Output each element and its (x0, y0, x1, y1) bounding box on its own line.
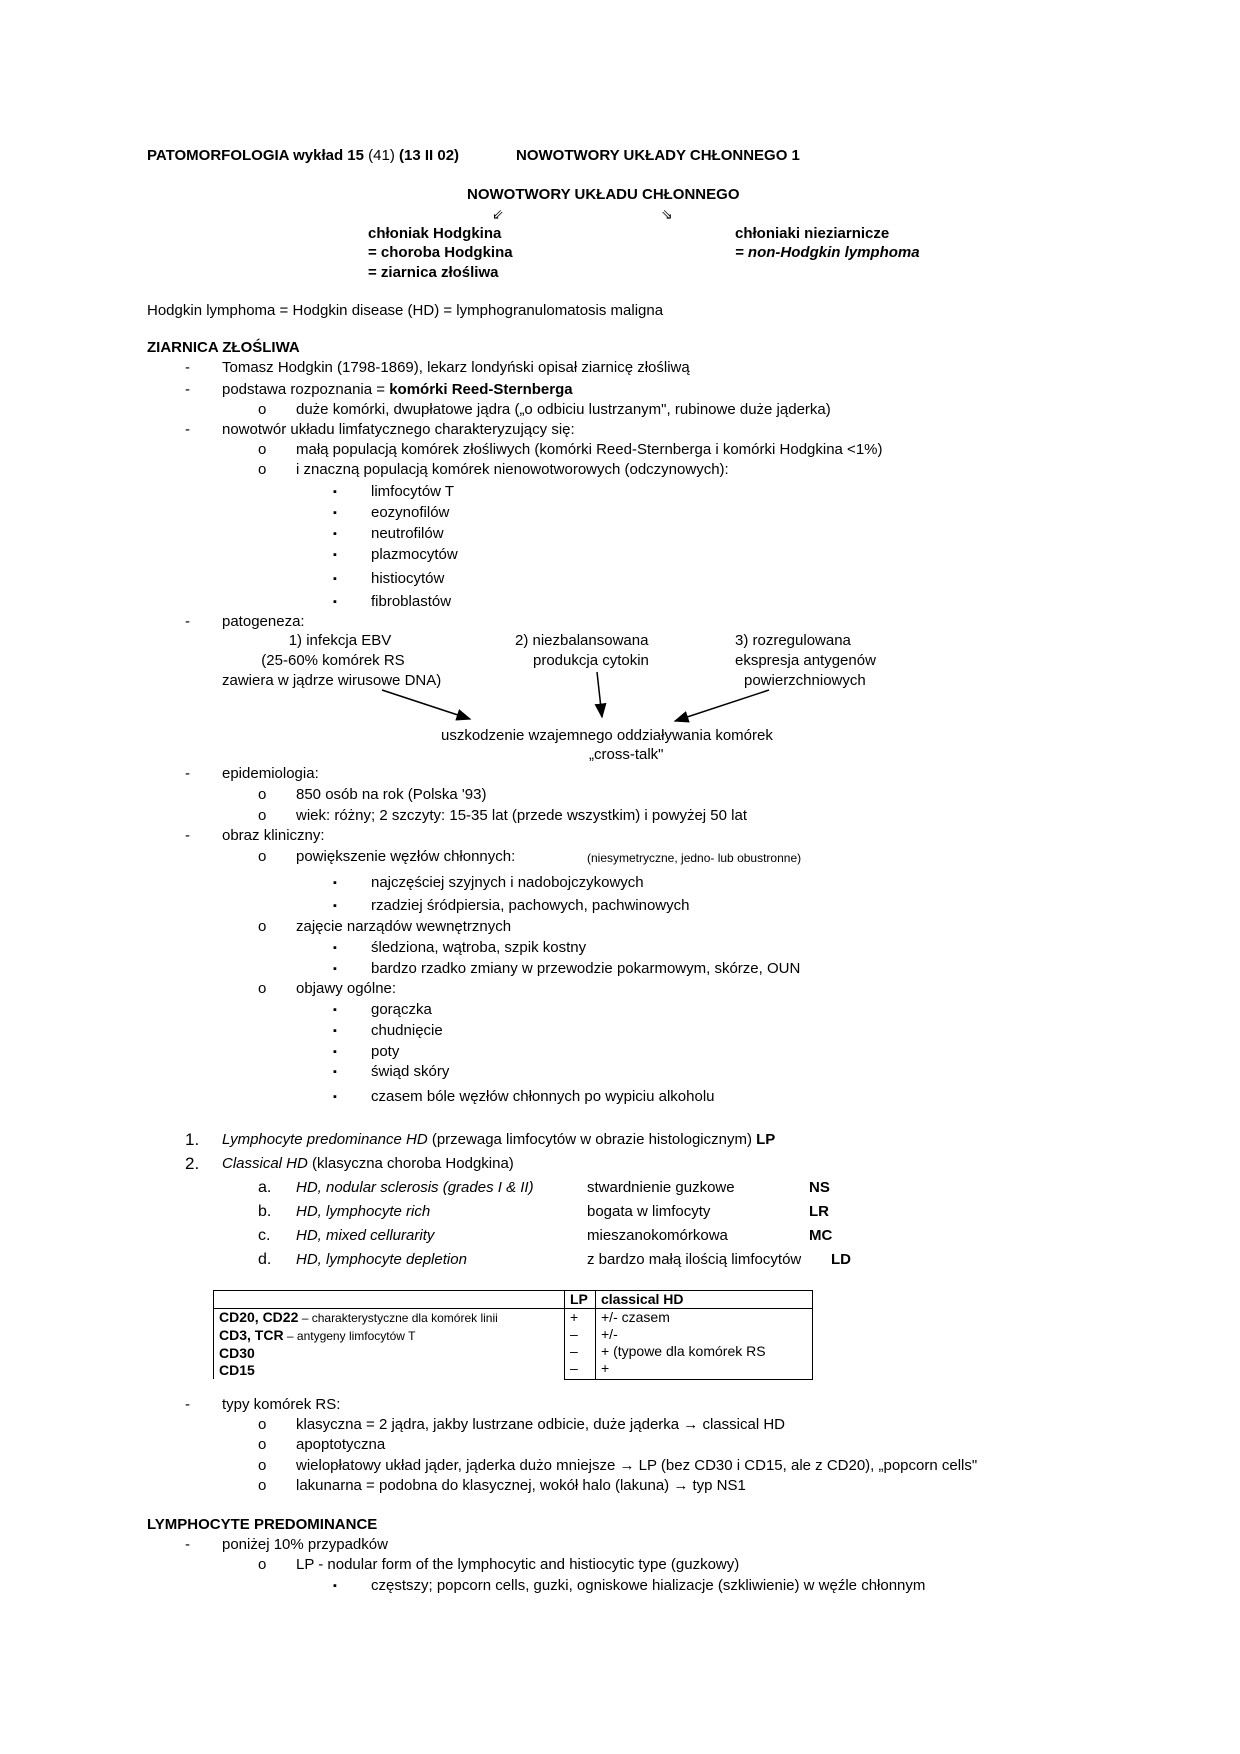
title-number: (41) (363, 147, 399, 164)
marker-name: CD20, CD22 (219, 1309, 299, 1325)
arrow-down-right-icon: ⇘ (661, 206, 673, 222)
clin-item: najczęściej szyjnych i nadobojczykowych (371, 874, 644, 891)
diagram-right-line2: = non-Hodgkin lymphoma (735, 244, 920, 261)
bullet-square: ▪ (333, 942, 337, 954)
subtype-abbr: LD (831, 1251, 851, 1268)
bullet-square: ▪ (333, 1025, 337, 1037)
subtype-abbr: LR (809, 1203, 829, 1220)
rs-type-item: klasyczna = 2 jądra, jakby lustrzane odbicie, duże jąderka → classical HD (296, 1416, 785, 1433)
bullet-circle: o (258, 401, 267, 418)
bullet-square: ▪ (333, 877, 337, 889)
classical-desc: (klasyczna choroba Hodgkina) (307, 1155, 514, 1172)
bullet-dash: - (185, 827, 190, 844)
section-title-ziarnica: ZIARNICA ZŁOŚLIWA (147, 339, 300, 356)
marker-table (213, 1290, 813, 1380)
lp-value: + (570, 1309, 579, 1325)
lp-abbr: LP (756, 1131, 776, 1148)
reed-sternberg-term: komórki Reed-Sternberga (389, 381, 573, 398)
arrow-right-icon (382, 690, 470, 719)
bullet-square: ▪ (333, 963, 337, 975)
cause-1-line: zawiera w jądrze wirusowe DNA) (222, 672, 442, 689)
bullet-dash: - (185, 1396, 190, 1413)
subtype-abbr: NS (809, 1179, 830, 1196)
numbered-marker: 1. (185, 1130, 200, 1149)
bullet-circle: o (258, 1416, 267, 1433)
bullet-square: ▪ (333, 1580, 337, 1592)
arrow-left-icon (675, 690, 769, 721)
clin-item: bardzo rzadko zmiany w przewodzie pokarmowym, skórze, OUN (371, 960, 801, 977)
sub-item: i znaczną populacją komórek nienowotworowych (odczynowych): (296, 461, 729, 478)
marker-name: CD15 (219, 1362, 255, 1378)
cause-1-line: 1) infekcja EBV (288, 632, 392, 649)
lp-detail-item: częstszy; popcorn cells, guzki, ogniskowe hializacje (szkliwienie) w węźle chłonnym (371, 1577, 926, 1594)
lp-value: – (570, 1360, 578, 1376)
subtype-pl: bogata w limfocyty (587, 1203, 711, 1220)
bullet-square: ▪ (333, 528, 337, 540)
subtype-en: HD, nodular sclerosis (grades I & II) (296, 1179, 534, 1196)
cause-2-line: 2) niezbalansowana (515, 632, 649, 649)
title-topic: NOWOTWORY UKŁADY CHŁONNEGO 1 (516, 147, 800, 164)
cause-3-line: 3) rozregulowana (735, 632, 851, 649)
marker-name: CD3, TCR (219, 1327, 284, 1343)
subtype-en: HD, lymphocyte depletion (296, 1251, 467, 1268)
synonyms-line: Hodgkin lymphoma = Hodgkin disease (HD) = lymphogranulomatosis maligna (147, 302, 664, 319)
letter-marker: c. (258, 1227, 271, 1244)
cell-item: fibroblastów (371, 593, 452, 610)
dash-item-2-text: podstawa rozpoznania = (222, 381, 390, 398)
sub-item: objawy ogólne: (296, 980, 397, 997)
cell-item: limfocytów T (371, 483, 455, 500)
bullet-dash: - (185, 613, 190, 630)
bullet-dash: - (185, 421, 190, 438)
title-date: (13 II 02) (399, 147, 460, 164)
section-title-lp: LYMPHOCYTE PREDOMINANCE (147, 1516, 378, 1533)
classical-value: +/- czasem (601, 1309, 670, 1325)
cross-talk-label: „cross-talk" (589, 746, 664, 763)
rs-type-item: lakunarna = podobna do klasycznej, wokół halo (lakuna) → typ NS1 (296, 1477, 746, 1494)
sub-item: zajęcie narządów wewnętrznych (296, 918, 512, 935)
cause-2-line: produkcja cytokin (533, 652, 649, 669)
lp-value: – (570, 1326, 578, 1342)
subtype-en: HD, lymphocyte rich (296, 1203, 431, 1220)
diagram-left-line3: = ziarnica złośliwa (368, 264, 499, 281)
bullet-circle: o (258, 918, 267, 935)
classical-value: +/- (601, 1326, 618, 1342)
arrow-down-icon (597, 672, 602, 717)
bullet-square: ▪ (333, 549, 337, 561)
bullet-circle: o (258, 848, 267, 865)
lp-value: – (570, 1343, 578, 1359)
subtype-pl: stwardnienie guzkowe (587, 1179, 735, 1196)
dash-item-1: Tomasz Hodgkin (1798-1869), lekarz londyński opisał ziarnicę złośliwą (222, 359, 690, 376)
table-cell (214, 1309, 565, 1380)
cause-3-line: ekspresja antygenów (735, 652, 876, 669)
cause-3-line: powierzchniowych (744, 672, 866, 689)
sub-item: duże komórki, dwupłatowe jądra („o odbiciu lustrzanym", rubinowe duże jąderka) (296, 401, 831, 418)
bullet-circle: o (258, 1457, 267, 1474)
diagram-left-line1: chłoniak Hodgkina (368, 225, 502, 242)
bullet-circle: o (258, 441, 267, 458)
subtype-abbr: MC (809, 1227, 833, 1244)
bullet-square: ▪ (333, 1091, 337, 1103)
arrow-down-left-icon: ⇙ (492, 206, 504, 222)
bullet-circle: o (258, 1556, 267, 1573)
dash-item: poniżej 10% przypadków (222, 1536, 388, 1553)
cause-1-line: (25-60% komórek RS (261, 652, 405, 669)
classical-term: Classical HD (222, 1155, 308, 1172)
marker-desc: – antygeny limfocytów T (283, 1329, 416, 1343)
bullet-dash: - (185, 1536, 190, 1553)
lp-term: Lymphocyte predominance HD (222, 1131, 428, 1148)
sub-item: LP - nodular form of the lymphocytic and histiocytic type (guzkowy) (296, 1556, 740, 1573)
diagram-right-line1: chłoniaki nieziarnicze (735, 225, 890, 242)
clin-item: chudnięcie (371, 1022, 443, 1039)
rs-type-item: wielopłatowy układ jąder, jąderka dużo mniejsze → LP (bez CD30 i CD15, ale z CD20), „popcorn cells" (296, 1457, 978, 1474)
clin-item: świąd skóry (371, 1063, 450, 1080)
numbered-marker: 2. (185, 1154, 200, 1173)
clin-item: czasem bóle węzłów chłonnych po wypiciu alkoholu (371, 1088, 715, 1105)
dash-item-4: patogeneza: (222, 613, 305, 630)
bullet-circle: o (258, 980, 267, 997)
table-row (214, 1309, 813, 1380)
cell-item: plazmocytów (371, 546, 458, 563)
bullet-square: ▪ (333, 486, 337, 498)
table-header-classical: classical HD (596, 1291, 813, 1309)
classification-item-1 (222, 1131, 775, 1149)
diagram-heading: NOWOTWORY UKŁADU CHŁONNEGO (467, 186, 740, 203)
clin-item: śledziona, wątroba, szpik kostny (371, 939, 587, 956)
bullet-dash: - (185, 765, 190, 782)
lymph-node-note: (niesymetryczne, jedno- lub obustronne) (587, 851, 802, 865)
title-main: PATOMORFOLOGIA wykład 15 (147, 147, 364, 164)
bullet-square: ▪ (333, 1004, 337, 1016)
lp-desc: (przewaga limfocytów w obrazie histologicznym) (427, 1131, 757, 1148)
clin-item: rzadziej śródpiersia, pachowych, pachwinowych (371, 897, 690, 914)
bullet-circle: o (258, 1436, 267, 1453)
bullet-square: ▪ (333, 573, 337, 585)
marker-name: CD30 (219, 1345, 255, 1361)
cell-item: neutrofilów (371, 525, 444, 542)
bullet-square: ▪ (333, 1046, 337, 1058)
sub-item: wiek: różny; 2 szczyty: 15-35 lat (przede wszystkim) i powyżej 50 lat (296, 807, 747, 824)
rs-types-title: typy komórek RS: (222, 1396, 341, 1413)
letter-marker: b. (258, 1203, 272, 1220)
cell-item: eozynofilów (371, 504, 450, 521)
subtype-pl: z bardzo małą ilością limfocytów (587, 1251, 802, 1268)
bullet-square: ▪ (333, 900, 337, 912)
subtype-pl: mieszanokomórkowa (587, 1227, 728, 1244)
bullet-circle: o (258, 461, 267, 478)
sub-item: małą populacją komórek złośliwych (komórki Reed-Sternberga i komórki Hodgkina <1%) (296, 441, 883, 458)
bullet-circle: o (258, 1477, 267, 1494)
bullet-dash: - (185, 359, 190, 376)
sub-item: powiększenie węzłów chłonnych: (296, 848, 516, 865)
dash-item-5: epidemiologia: (222, 765, 319, 782)
table-cell-lp (565, 1309, 596, 1380)
table-header-empty (214, 1291, 565, 1309)
dash-item-6: obraz kliniczny: (222, 827, 325, 844)
classical-value: + (typowe dla komórek RS (601, 1343, 766, 1359)
table-cell-classical (596, 1309, 813, 1380)
bullet-square: ▪ (333, 1066, 337, 1078)
rs-type-item: apoptotyczna (296, 1436, 386, 1453)
clin-item: gorączka (371, 1001, 432, 1018)
bullet-circle: o (258, 786, 267, 803)
classical-value: + (601, 1360, 610, 1376)
subtype-en: HD, mixed cellurarity (296, 1227, 435, 1244)
letter-marker: d. (258, 1251, 272, 1268)
bullet-dash: - (185, 381, 190, 398)
bullet-circle: o (258, 807, 267, 824)
marker-desc: – charakterystyczne dla komórek linii (298, 1311, 498, 1325)
classification-item-2 (222, 1155, 514, 1173)
dash-item-3: nowotwór układu limfatycznego charakteryzujący się: (222, 421, 575, 438)
cell-item: histiocytów (371, 570, 445, 587)
bullet-square: ▪ (333, 507, 337, 519)
clin-item: poty (371, 1043, 400, 1060)
pathogenesis-result: uszkodzenie wzajemnego oddziaływania komórek (441, 727, 773, 744)
sub-item: 850 osób na rok (Polska '93) (296, 786, 487, 803)
diagram-left-line2: = choroba Hodgkina (368, 244, 513, 261)
table-header-row (214, 1291, 813, 1309)
bullet-square: ▪ (333, 596, 337, 608)
table-header-lp: LP (565, 1291, 596, 1309)
letter-marker: a. (258, 1179, 272, 1196)
